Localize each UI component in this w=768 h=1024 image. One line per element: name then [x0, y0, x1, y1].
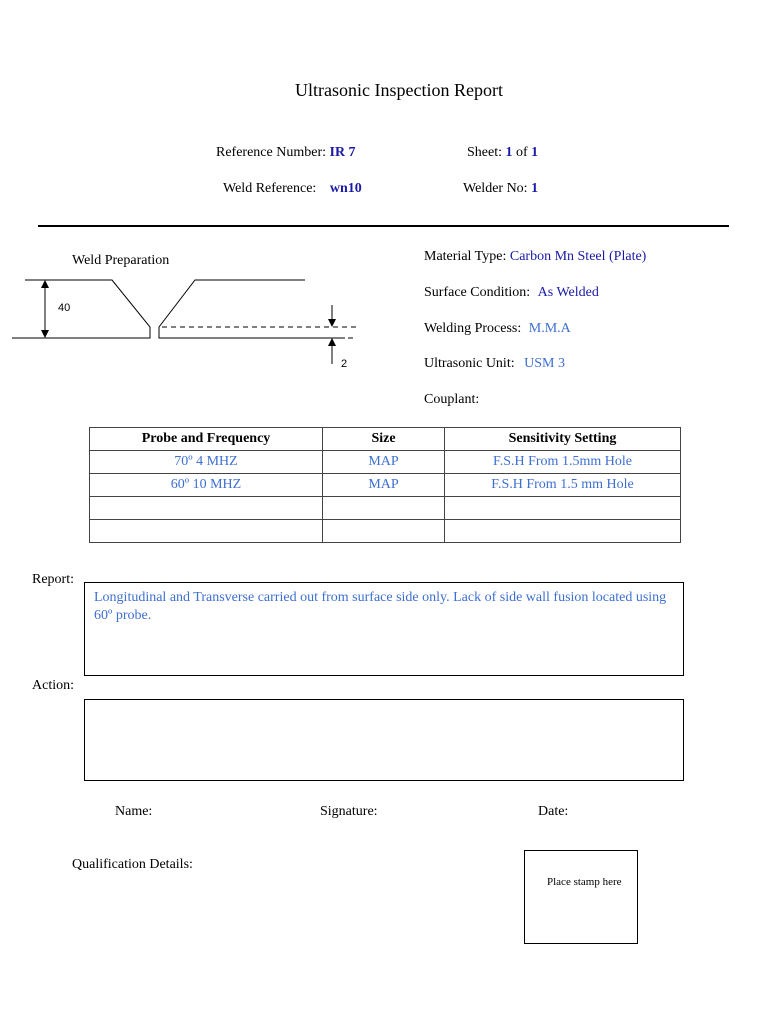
reference-number-field [216, 145, 356, 161]
table-row [90, 497, 681, 520]
table-cell[interactable] [445, 497, 681, 520]
action-text [85, 700, 683, 712]
ultrasonic-unit-field [424, 356, 565, 372]
welding-process-value: M.M.A [528, 321, 571, 336]
table-cell[interactable]: F.S.H From 1.5 mm Hole [445, 474, 681, 497]
report-text: Longitudinal and Transverse carried out from surface side only. Lack of side wall fusion located using 60º probe. [94, 590, 667, 623]
probe-table-header-row [90, 428, 681, 451]
surface-condition-value: As Welded [537, 285, 599, 300]
signature-label: Signature: [320, 804, 378, 819]
weld-reference-value: wn10 [329, 181, 362, 196]
table-row [90, 520, 681, 543]
header-divider [38, 225, 729, 227]
table-cell[interactable]: 70º 4 MHZ [90, 451, 323, 474]
table-cell[interactable] [323, 520, 445, 543]
probe-table [89, 427, 681, 543]
table-cell[interactable] [445, 520, 681, 543]
date-label: Date: [538, 804, 569, 819]
weld-reference-label: Weld Reference: [223, 181, 317, 196]
table-cell[interactable]: MAP [323, 474, 445, 497]
reference-number-label: Reference Number: [216, 145, 326, 160]
weld-preparation-diagram [0, 270, 380, 380]
table-row [90, 451, 681, 474]
table-cell[interactable] [90, 520, 323, 543]
action-box[interactable] [84, 699, 684, 781]
welder-no-value: 1 [531, 181, 539, 196]
column-header-sensitivity-setting: Sensitivity Setting [445, 428, 681, 451]
couplant-label: Couplant: [424, 392, 480, 407]
welder-no-label: Welder No: [463, 181, 528, 196]
stamp-box [524, 850, 638, 944]
table-cell[interactable] [323, 497, 445, 520]
gap-label: 2 [341, 358, 348, 370]
sheet-label: Sheet: [467, 145, 502, 160]
column-header-probe-frequency: Probe and Frequency [90, 428, 323, 451]
weld-reference-field [223, 181, 362, 197]
action-label: Action: [32, 678, 74, 693]
report-label: Report: [32, 572, 74, 587]
thickness-label: 40 [58, 302, 71, 314]
surface-condition-field [424, 285, 599, 301]
material-type-label: Material Type: [424, 249, 507, 264]
gap-arrowhead-down [328, 319, 336, 327]
weld-preparation-label: Weld Preparation [72, 253, 170, 268]
thickness-arrowhead-down [41, 330, 49, 338]
column-header-size: Size [323, 428, 445, 451]
name-label: Name: [115, 804, 153, 819]
table-row [90, 474, 681, 497]
sheet-current: 1 [505, 145, 513, 160]
material-type-value: Carbon Mn Steel (Plate) [509, 249, 647, 264]
sheet-total: 1 [531, 145, 539, 160]
table-cell[interactable] [90, 497, 323, 520]
reference-number-value: IR 7 [329, 145, 356, 160]
welding-process-label: Welding Process: [424, 321, 522, 336]
right-plate-outline [159, 280, 345, 338]
table-cell[interactable]: F.S.H From 1.5mm Hole [445, 451, 681, 474]
material-type-field [424, 249, 646, 265]
left-plate-outline [12, 280, 150, 338]
welding-process-field [424, 321, 571, 337]
surface-condition-label: Surface Condition: [424, 285, 531, 300]
welder-no-field [463, 181, 538, 197]
ultrasonic-unit-value: USM 3 [524, 356, 565, 371]
qualification-details-label: Qualification Details: [72, 857, 193, 872]
table-cell[interactable]: 60º 10 MHZ [90, 474, 323, 497]
stamp-placeholder-text: Place stamp here [547, 876, 622, 888]
ultrasonic-unit-label: Ultrasonic Unit: [424, 356, 515, 371]
page-title: Ultrasonic Inspection Report [295, 80, 503, 100]
thickness-arrowhead-up [41, 280, 49, 288]
gap-arrowhead-up [328, 338, 336, 346]
sheet-field [467, 145, 538, 161]
sheet-of: of [516, 145, 528, 160]
table-cell[interactable]: MAP [323, 451, 445, 474]
